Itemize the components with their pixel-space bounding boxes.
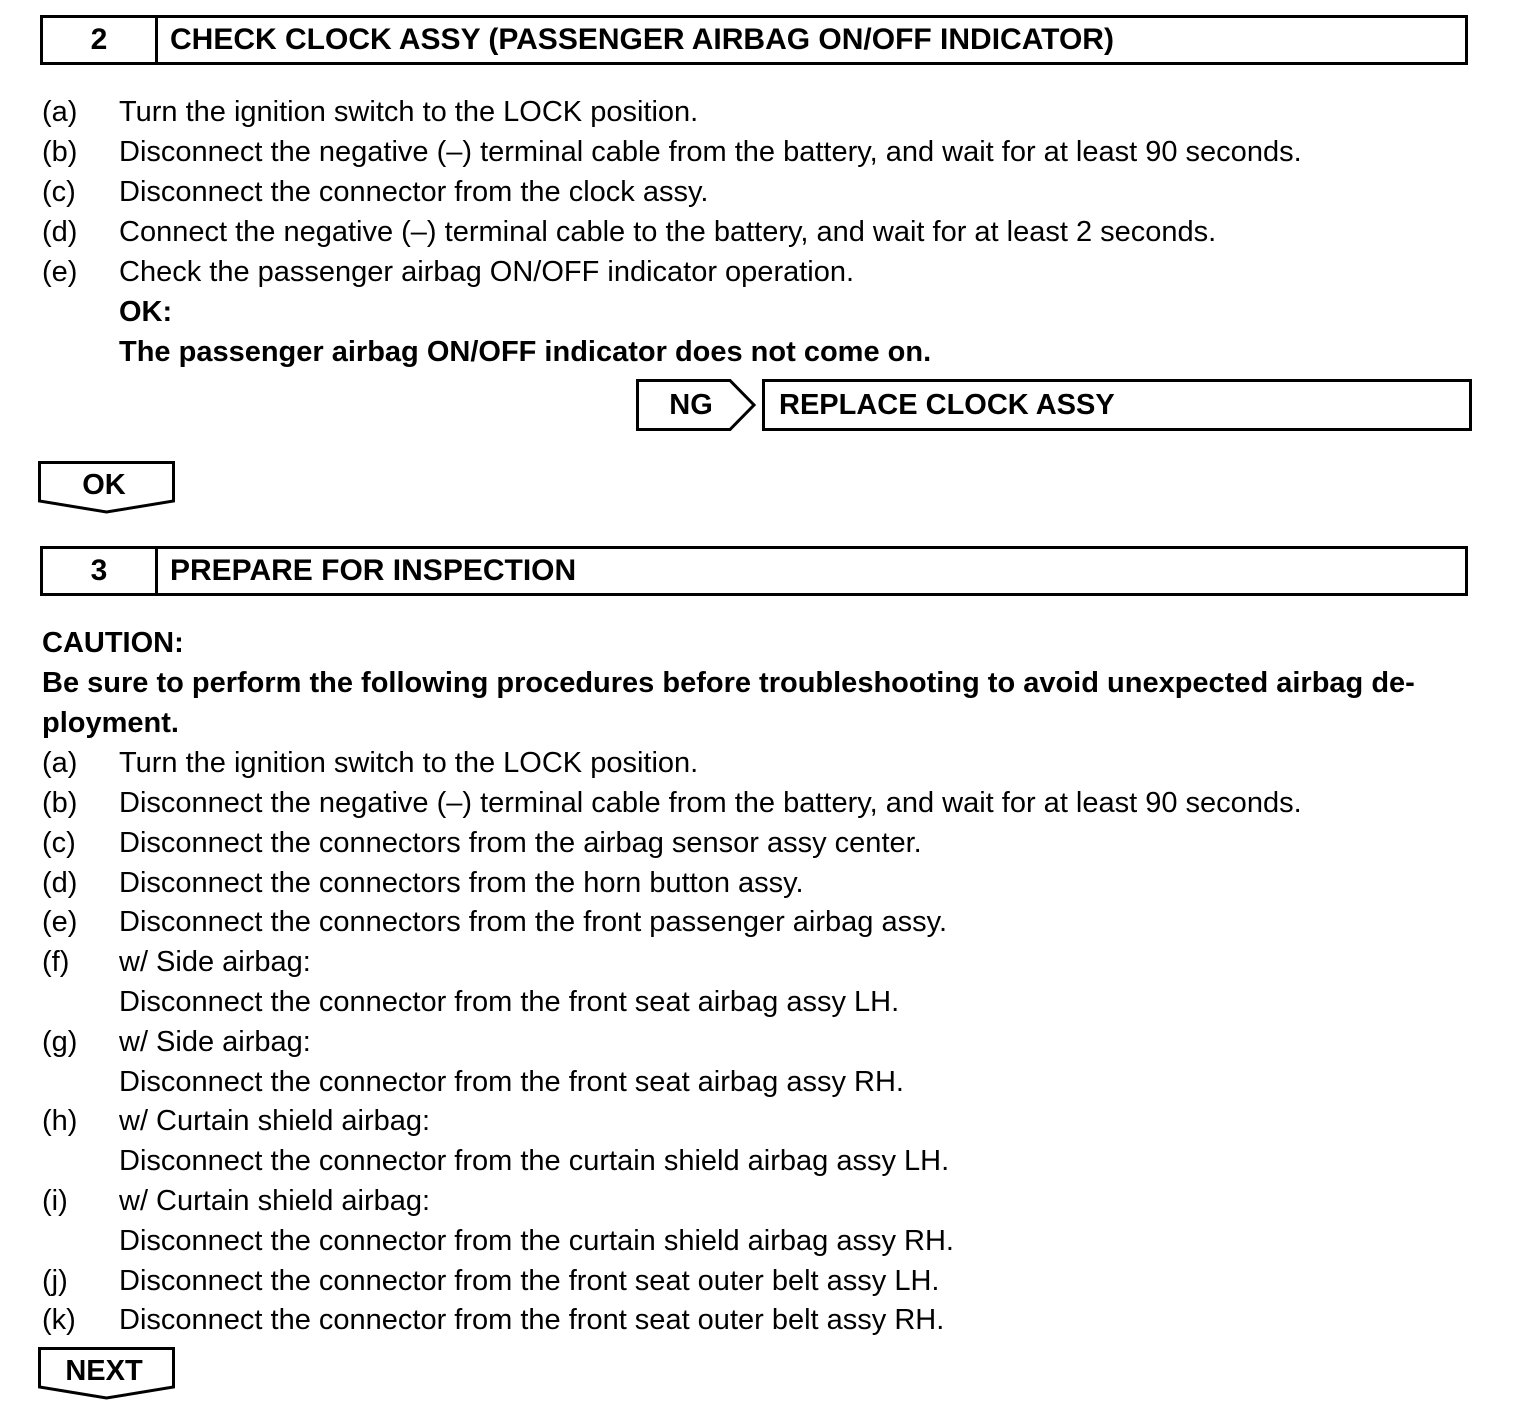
step-number: 2: [43, 18, 158, 62]
item-text: Check the passenger airbag ON/OFF indicator operation.: [119, 256, 855, 288]
item-text: Disconnect the connector from the clock assy.: [119, 176, 709, 208]
next-button[interactable]: [38, 1347, 176, 1401]
item-text: Turn the ignition switch to the LOCK position.: [119, 747, 699, 779]
item-text: Disconnect the negative (–) terminal cable from the battery, and wait for at least 90 seconds.: [119, 136, 1302, 168]
item-text: w/ Side airbag:: [119, 946, 311, 978]
ok-criteria: The passenger airbag ON/OFF indicator does not come on.: [119, 336, 932, 368]
item-text: w/ Side airbag:: [119, 1026, 311, 1058]
item-label: (d): [42, 216, 78, 248]
ok-button-label: OK: [82, 469, 126, 501]
caution-heading: CAUTION:: [42, 627, 184, 659]
item-subtext: Disconnect the connector from the curtain shield airbag assy LH.: [119, 1145, 950, 1177]
item-text: Disconnect the connectors from the front passenger airbag assy.: [119, 906, 948, 938]
item-label: (e): [42, 256, 78, 288]
item-label: (b): [42, 136, 78, 168]
ok-heading: OK:: [119, 296, 173, 328]
item-subtext: Disconnect the connector from the front seat airbag assy RH.: [119, 1066, 904, 1098]
step-2-header: [40, 15, 1468, 65]
item-label: (i): [42, 1185, 68, 1217]
caution-text-line-2: ployment.: [42, 707, 179, 739]
step-3-header: [40, 546, 1468, 596]
item-label: (f): [42, 946, 70, 978]
item-label: (j): [42, 1265, 68, 1297]
item-label: (a): [42, 747, 78, 779]
item-label: (e): [42, 906, 78, 938]
ng-label: NG: [669, 388, 713, 421]
item-label: (c): [42, 176, 76, 208]
ng-arrow[interactable]: [636, 379, 756, 431]
item-text: w/ Curtain shield airbag:: [119, 1105, 431, 1137]
caution-text-line-1: Be sure to perform the following procedures before troubleshooting to avoid unexpected airbag de-: [42, 667, 1415, 699]
step-number: 3: [43, 549, 158, 593]
item-label: (h): [42, 1105, 78, 1137]
item-text: Disconnect the negative (–) terminal cable from the battery, and wait for at least 90 seconds.: [119, 787, 1302, 819]
item-label: (d): [42, 867, 78, 899]
item-text: Turn the ignition switch to the LOCK position.: [119, 96, 699, 128]
step-title: PREPARE FOR INSPECTION: [170, 554, 577, 587]
item-text: Disconnect the connectors from the airbag sensor assy center.: [119, 827, 922, 859]
item-subtext: Disconnect the connector from the curtain shield airbag assy RH.: [119, 1225, 954, 1257]
item-label: (k): [42, 1304, 76, 1336]
item-label: (a): [42, 96, 78, 128]
item-label: (b): [42, 787, 78, 819]
item-text: Disconnect the connectors from the horn button assy.: [119, 867, 804, 899]
item-text: Disconnect the connector from the front seat outer belt assy RH.: [119, 1304, 945, 1336]
item-text: Disconnect the connector from the front seat outer belt assy LH.: [119, 1265, 940, 1297]
ng-result-box[interactable]: REPLACE CLOCK ASSY: [762, 379, 1472, 431]
ok-button[interactable]: [38, 461, 176, 515]
item-text: Connect the negative (–) terminal cable to the battery, and wait for at least 2 seconds.: [119, 216, 1217, 248]
item-label: (c): [42, 827, 76, 859]
next-button-label: NEXT: [65, 1355, 143, 1387]
step-title: CHECK CLOCK ASSY (PASSENGER AIRBAG ON/OFF INDICATOR): [170, 23, 1114, 56]
item-subtext: Disconnect the connector from the front seat airbag assy LH.: [119, 986, 900, 1018]
item-text: w/ Curtain shield airbag:: [119, 1185, 431, 1217]
item-label: (g): [42, 1026, 78, 1058]
